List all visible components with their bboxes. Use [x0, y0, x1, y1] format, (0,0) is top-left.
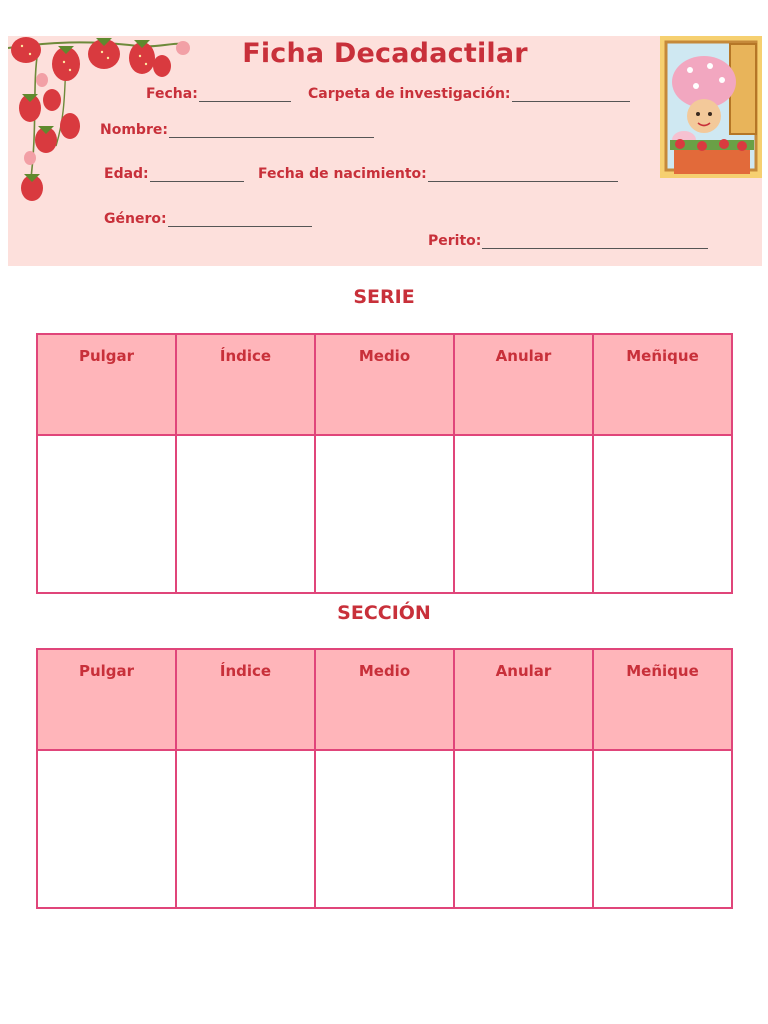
fecha-line[interactable] [199, 87, 291, 102]
serie-col-medio: Medio [315, 334, 454, 435]
seccion-header-row [37, 649, 732, 750]
nombre-field[interactable] [100, 122, 374, 138]
form-header [8, 36, 762, 266]
seccion-title: SECCIÓN [337, 602, 431, 624]
serie-title: SERIE [353, 286, 415, 308]
edad-field[interactable] [104, 166, 244, 182]
serie-col-anular: Anular [454, 334, 593, 435]
perito-label: Perito: [428, 233, 482, 249]
edad-label: Edad: [104, 166, 149, 182]
serie-table [36, 333, 733, 594]
seccion-table [36, 648, 733, 909]
seccion-col-anular: Anular [454, 649, 593, 750]
serie-col-indice: Índice [176, 334, 315, 435]
perito-field[interactable] [428, 233, 708, 249]
seccion-cell-anular[interactable] [454, 750, 593, 908]
nacimiento-label: Fecha de nacimiento: [258, 166, 427, 182]
seccion-print-row [37, 750, 732, 908]
serie-header-row [37, 334, 732, 435]
nacimiento-field[interactable] [258, 166, 618, 182]
serie-cell-menique[interactable] [593, 435, 732, 593]
seccion-cell-pulgar[interactable] [37, 750, 176, 908]
serie-cell-medio[interactable] [315, 435, 454, 593]
serie-col-menique: Meñique [593, 334, 732, 435]
edad-line[interactable] [150, 167, 244, 182]
serie-col-pulgar: Pulgar [37, 334, 176, 435]
fecha-label: Fecha: [146, 86, 198, 102]
serie-cell-indice[interactable] [176, 435, 315, 593]
genero-label: Género: [104, 211, 167, 227]
carpeta-line[interactable] [512, 87, 630, 102]
seccion-col-menique: Meñique [593, 649, 732, 750]
carpeta-field[interactable] [308, 86, 630, 102]
serie-cell-anular[interactable] [454, 435, 593, 593]
seccion-cell-medio[interactable] [315, 750, 454, 908]
genero-field[interactable] [104, 211, 312, 227]
form-title: Ficha Decadactilar [242, 38, 528, 69]
nombre-label: Nombre: [100, 122, 168, 138]
nacimiento-line[interactable] [428, 167, 618, 182]
serie-print-row [37, 435, 732, 593]
seccion-col-medio: Medio [315, 649, 454, 750]
seccion-cell-indice[interactable] [176, 750, 315, 908]
seccion-col-pulgar: Pulgar [37, 649, 176, 750]
perito-line[interactable] [482, 234, 708, 249]
genero-line[interactable] [168, 212, 312, 227]
serie-cell-pulgar[interactable] [37, 435, 176, 593]
fecha-field[interactable] [146, 86, 291, 102]
seccion-cell-menique[interactable] [593, 750, 732, 908]
nombre-line[interactable] [169, 123, 374, 138]
seccion-col-indice: Índice [176, 649, 315, 750]
carpeta-label: Carpeta de investigación: [308, 86, 511, 102]
